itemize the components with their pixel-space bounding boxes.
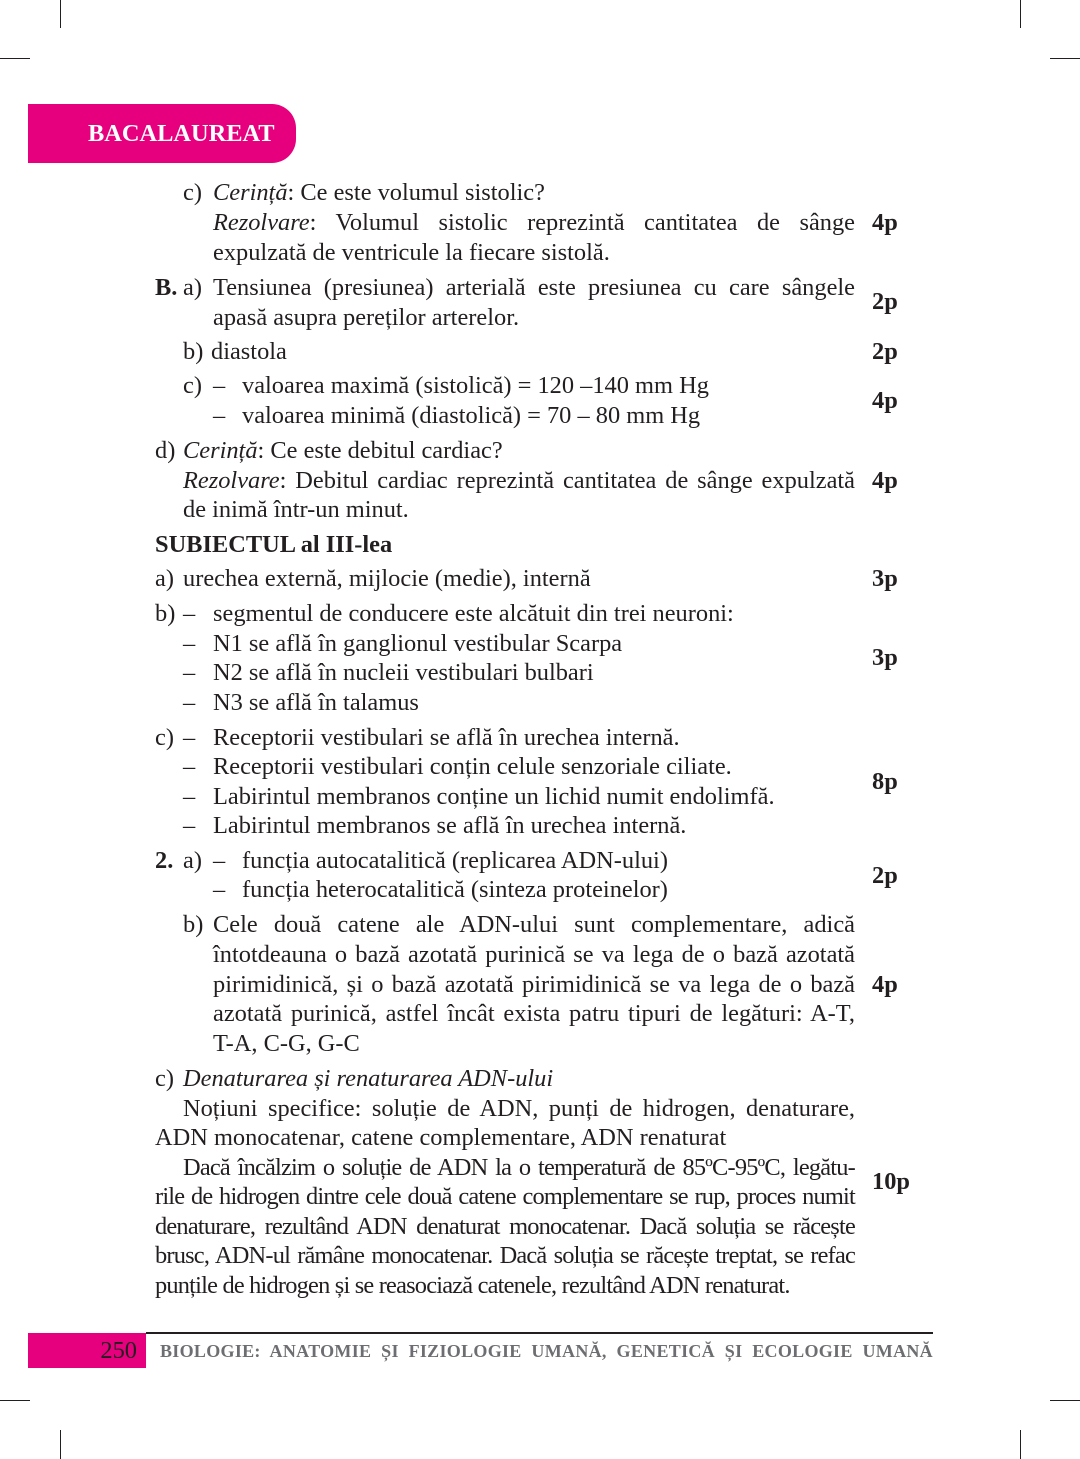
- list-item: Receptorii vestibulari conțin celule senzoriale ciliate.: [213, 753, 732, 780]
- list-item: segmentul de conducere este alcătuit din trei neuroni:: [213, 600, 734, 627]
- answer-line: ADN monocatenar, catene complementare, ADN renaturat: [155, 1124, 727, 1151]
- list-dash: –: [183, 783, 196, 810]
- crop-mark: [1020, 0, 1021, 28]
- list-item: Receptorii vestibulari se află în urechea internă.: [213, 724, 680, 751]
- solution-line: [213, 208, 855, 238]
- points-label: 2p: [872, 338, 898, 365]
- section-title: SUBIECTUL al III-lea: [155, 531, 393, 558]
- crop-mark: [60, 1430, 61, 1459]
- answer-line: Dacă încălzim o soluție de ADN la o temperatură de 85ºC-95ºC, legătu-: [183, 1154, 855, 1181]
- answer-line: T-A, C-G, G-C: [213, 1030, 360, 1057]
- answer-line: brusc, ADN-ul rămâne monocatenar. Dacă soluția se răcește treptat, se refac: [155, 1242, 855, 1269]
- answer-line: urechea externă, mijlocie (medie), internă: [183, 565, 591, 592]
- item-marker: b): [183, 338, 204, 365]
- book-title: BIOLOGIE: ANATOMIE ȘI FIZIOLOGIE UMANĂ, GENETICĂ ȘI ECOLOGIE UMANĂ: [160, 1341, 933, 1361]
- crop-mark: [0, 1400, 30, 1401]
- list-dash: –: [213, 876, 226, 903]
- list-item: valoarea maximă (sistolică) = 120 –140 mm Hg: [242, 372, 709, 399]
- solution-line: [183, 466, 855, 496]
- crop-mark: [0, 58, 30, 59]
- list-dash: –: [213, 402, 226, 429]
- answer-line: apasă asupra pereților arterelor.: [213, 304, 520, 331]
- answer-line: punțile de hidrogen și se reasociază catenele, rezultând ADN renaturat.: [155, 1272, 790, 1299]
- points-label: 3p: [872, 565, 898, 592]
- points-label: 4p: [872, 971, 898, 998]
- list-item: Labirintul membranos se află în urechea internă.: [213, 812, 687, 839]
- list-dash: –: [183, 600, 196, 627]
- section-tab-label: BACALAUREAT: [88, 120, 275, 147]
- list-item: Labirintul membranos conține un lichid numit endolimfă.: [213, 783, 775, 810]
- answer-line: Tensiunea (presiunea) arterială este presiunea cu care sângele: [213, 274, 855, 301]
- list-dash: –: [183, 630, 196, 657]
- list-item: N1 se află în ganglionul vestibular Scarpa: [213, 630, 623, 657]
- crop-mark: [1050, 58, 1080, 59]
- item-marker: c): [155, 1065, 174, 1092]
- points-label: 4p: [872, 387, 898, 414]
- footer-rule: [146, 1332, 933, 1334]
- item-marker: d): [155, 437, 176, 464]
- item-marker: a): [155, 565, 174, 592]
- requirement-line: [213, 178, 545, 208]
- solution-line: expulzată de ventricule la fiecare sistolă.: [213, 239, 610, 266]
- solution-text: : Volumul sistolic reprezintă cantitatea de sânge: [309, 209, 855, 236]
- item-marker: a): [183, 847, 202, 874]
- list-item: funcția autocatalitică (replicarea ADN-ului): [242, 847, 668, 874]
- requirement-text: : Ce este debitul cardiac?: [257, 437, 503, 464]
- solution-line: de inimă într-un minut.: [183, 496, 409, 523]
- solution-label: Rezolvare: [213, 209, 310, 236]
- solution-text: : Debitul cardiac reprezintă cantitatea de sânge expulzată: [279, 467, 855, 494]
- requirement-line: [183, 436, 503, 466]
- part-marker: B.: [155, 274, 178, 301]
- points-label: 2p: [872, 862, 898, 889]
- requirement-text: : Ce este volumul sistolic?: [287, 179, 545, 206]
- answer-line: pirimidinică, și o bază azotată pirimidinică se va lega de o bază: [213, 971, 855, 998]
- answer-line: întotdeauna o bază azotată purinică se va lega de o bază azotată: [213, 941, 855, 968]
- list-item: N3 se află în talamus: [213, 689, 419, 716]
- item-title: Denaturarea și renaturarea ADN-ului: [183, 1065, 554, 1092]
- points-label: 4p: [872, 467, 898, 494]
- list-dash: –: [213, 847, 226, 874]
- crop-mark: [60, 0, 61, 28]
- requirement-label: Cerință: [183, 437, 258, 464]
- points-label: 3p: [872, 644, 898, 671]
- list-dash: –: [183, 724, 196, 751]
- list-dash: –: [183, 753, 196, 780]
- answer-line: Noțiuni specifice: soluție de ADN, punți de hidrogen, denaturare,: [183, 1095, 855, 1122]
- crop-mark: [1050, 1400, 1080, 1401]
- item-marker: c): [183, 179, 202, 206]
- list-dash: –: [183, 659, 196, 686]
- answer-line: diastola: [211, 338, 287, 365]
- list-dash: –: [183, 689, 196, 716]
- solution-label: Rezolvare: [183, 467, 280, 494]
- answer-line: denaturare, rezultând ADN denaturat monocatenar. Dacă soluția se răcește: [155, 1213, 855, 1240]
- page-number: 250: [100, 1337, 137, 1364]
- item-marker: b): [183, 911, 204, 938]
- item-marker: b): [155, 600, 176, 627]
- item-number: 2.: [155, 847, 174, 874]
- section-tab: [28, 104, 296, 163]
- points-label: 8p: [872, 768, 898, 795]
- answer-line: Cele două catene ale ADN-ului sunt complementare, adică: [213, 911, 855, 938]
- answer-line: azotată purinică, astfel încât exista patru tipuri de legături: A-T,: [213, 1000, 855, 1027]
- item-marker: c): [183, 372, 202, 399]
- list-item: N2 se află în nucleii vestibulari bulbari: [213, 659, 594, 686]
- points-label: 2p: [872, 288, 898, 315]
- list-dash: –: [183, 812, 196, 839]
- list-dash: –: [213, 372, 226, 399]
- item-marker: c): [155, 724, 174, 751]
- list-item: valoarea minimă (diastolică) = 70 – 80 mm Hg: [242, 402, 701, 429]
- list-item: funcția heterocatalitică (sinteza proteinelor): [242, 876, 668, 903]
- page-number-box: [28, 1333, 146, 1368]
- item-marker: a): [183, 274, 202, 301]
- points-label: 10p: [872, 1168, 910, 1195]
- answer-line: rile de hidrogen dintre cele două catene complementare se rup, proces numit: [155, 1183, 855, 1210]
- points-label: 4p: [872, 209, 898, 236]
- crop-mark: [1020, 1430, 1021, 1459]
- requirement-label: Cerință: [213, 179, 288, 206]
